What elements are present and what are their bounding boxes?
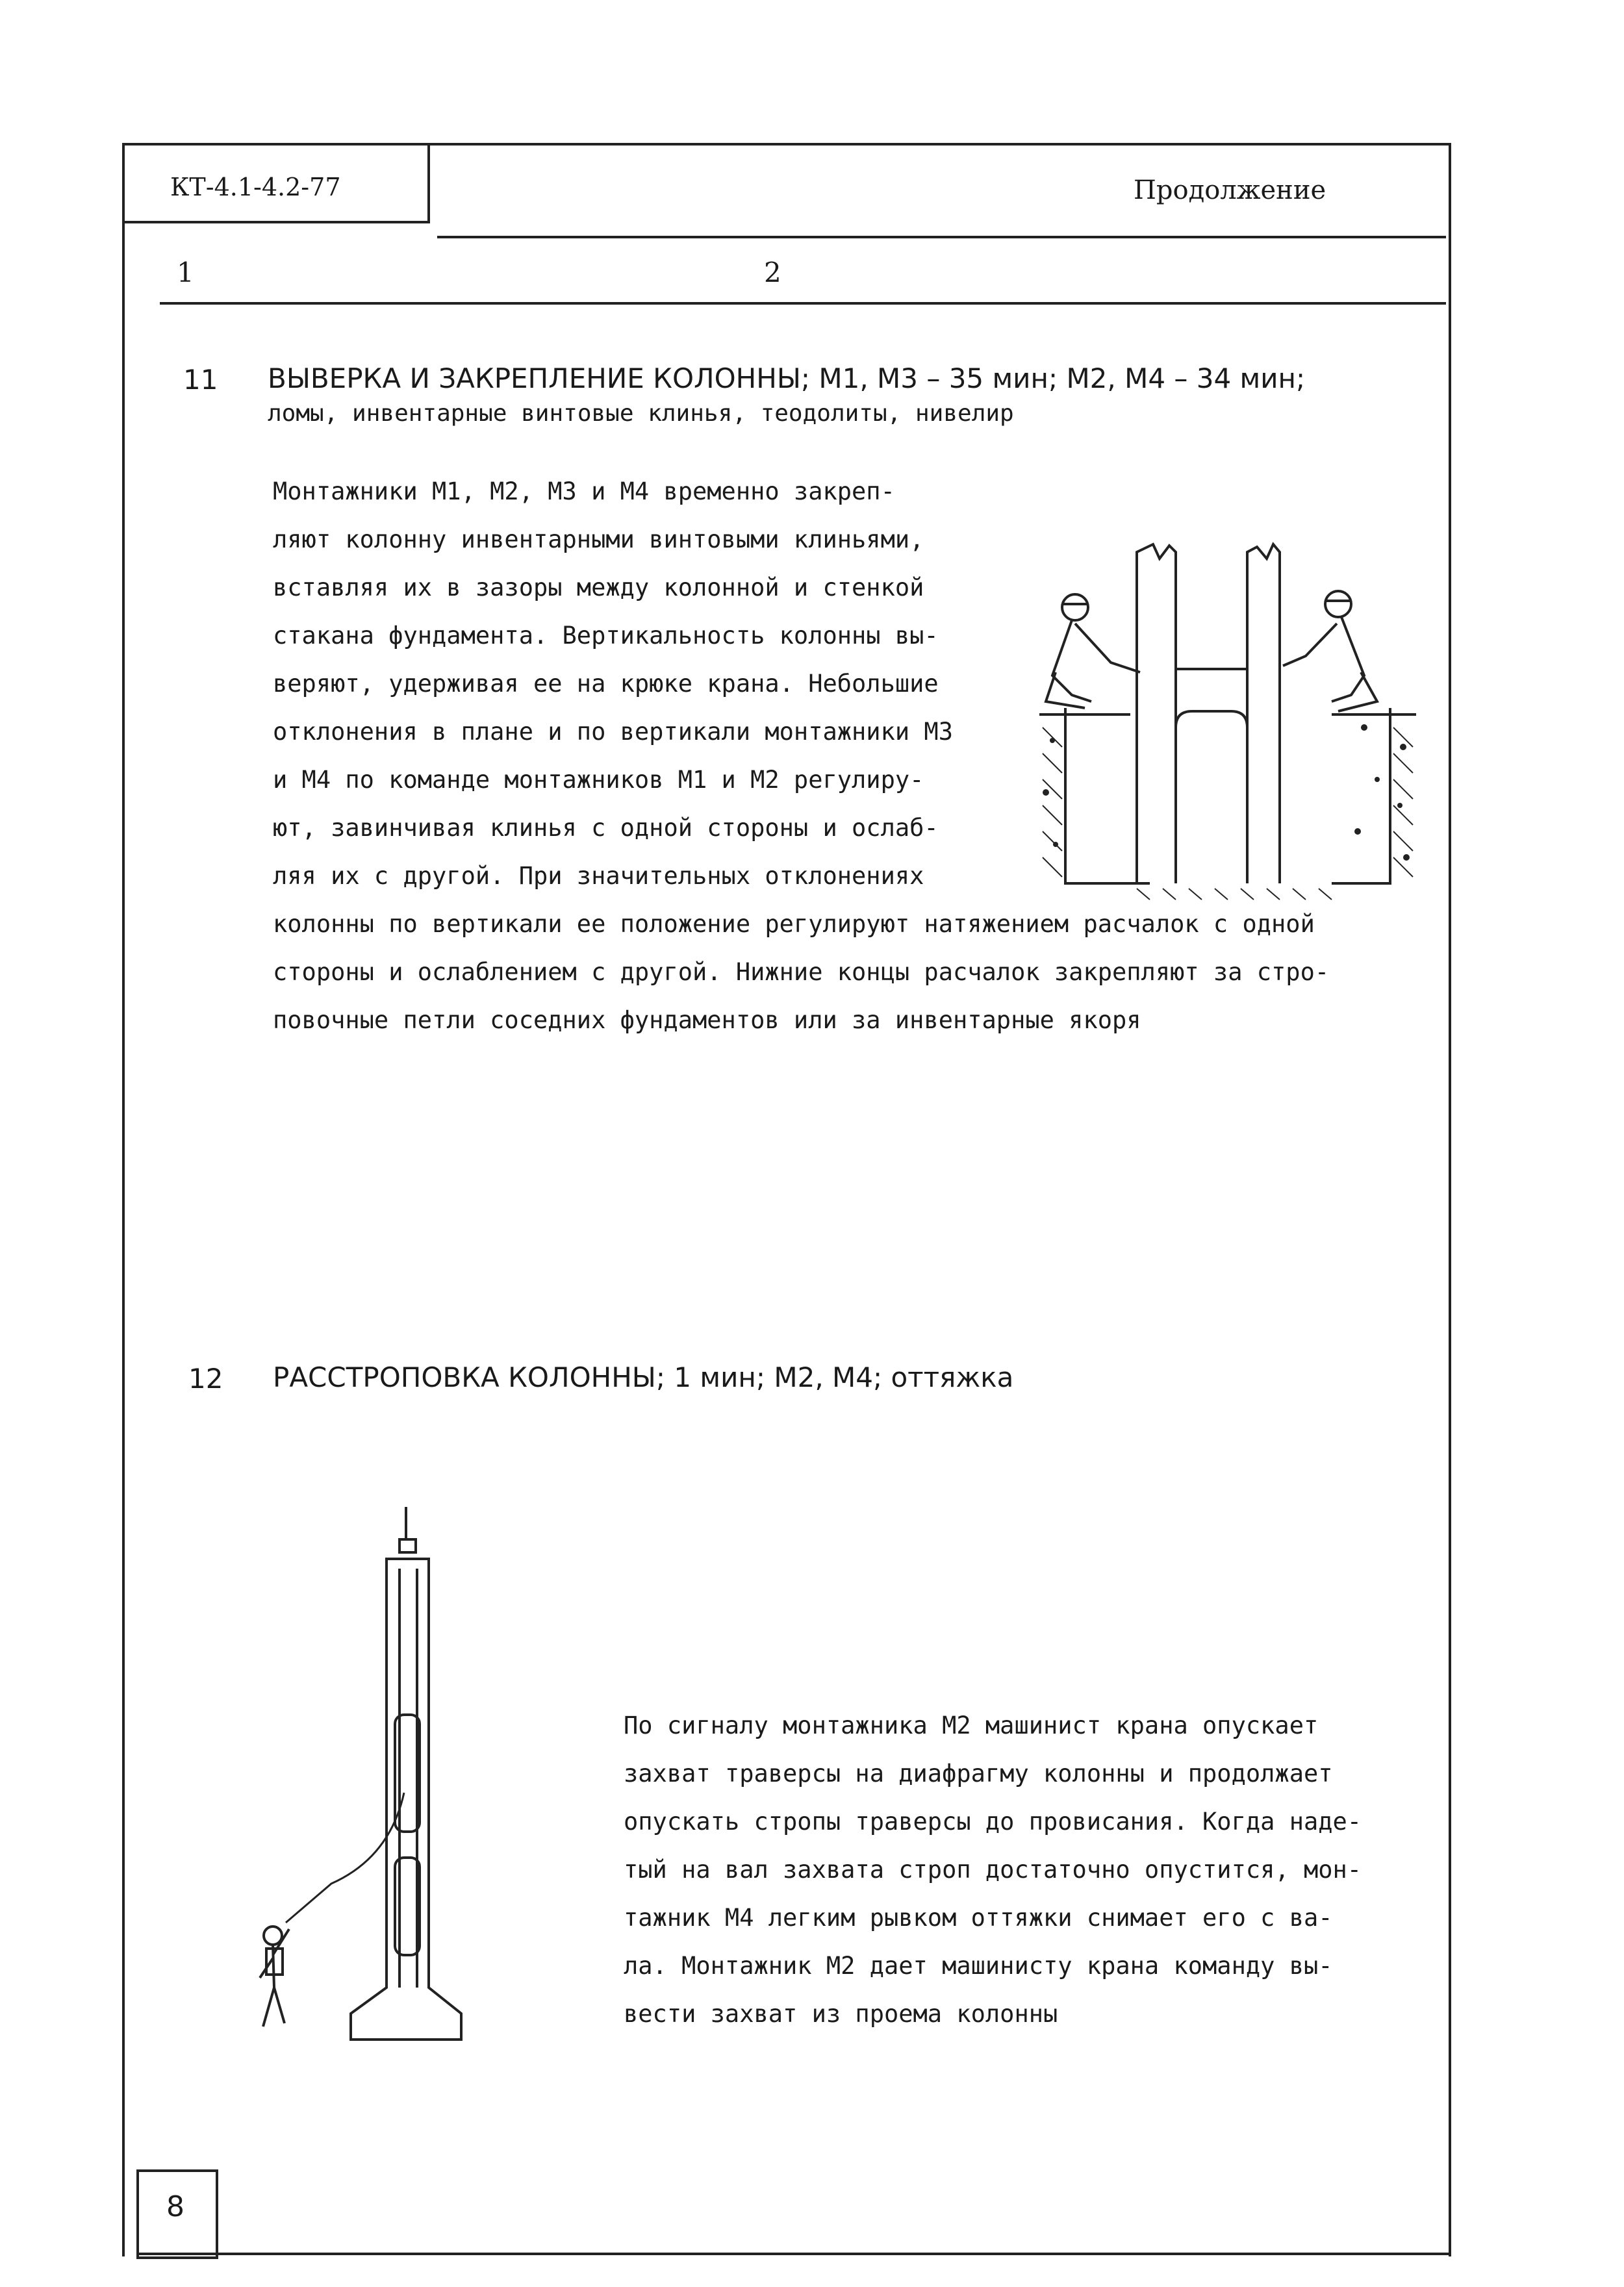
bottom-rule [136, 2253, 1449, 2255]
text-line: ла. Монтажник М2 дает машинисту крана команду вы- [624, 1952, 1333, 1980]
text-line: стакана фундамента. Вертикальность колонны вы- [273, 622, 939, 650]
section-12-number: 12 [188, 1363, 223, 1395]
section-11-number: 11 [183, 364, 218, 396]
text-line: повочные петли соседних фундаментов или за инвентарные якоря [273, 1006, 1141, 1034]
document-code: КТ-4.1-4.2-77 [170, 173, 341, 201]
text-line: ляя их с другой. При значительных отклонениях [273, 862, 924, 890]
section-12-title: РАССТРОПОВКА КОЛОННЫ; 1 мин; М2, М4; оттяжка [273, 1361, 1014, 1393]
header-rule [437, 236, 1446, 238]
text-line: тажник М4 легким рывком оттяжки снимает его с ва- [624, 1904, 1333, 1932]
continuation-label: Продолжение [1134, 175, 1326, 205]
text-line: вести захват из проема колонны [624, 2000, 1058, 2028]
text-line: опускать стропы траверсы до провисания. Когда наде- [624, 1808, 1362, 1836]
column-unslinging-illustration [247, 1494, 481, 2066]
section-11-title: ВЫВЕРКА И ЗАКРЕПЛЕНИЕ КОЛОННЫ; М1, М3 – 35 мин; М2, М4 – 34 мин; [268, 362, 1306, 394]
column-header-rule [160, 302, 1446, 305]
section-11-tools: ломы, инвентарные винтовые клинья, теодолиты, нивелир [268, 400, 1014, 427]
text-line: отклонения в плане и по вертикали монтажники М3 [273, 718, 953, 746]
text-line: захват траверсы на диафрагму колонны и продолжает [624, 1760, 1333, 1788]
text-line: колонны по вертикали ее положение регулируют натяжением расчалок с одной [273, 910, 1315, 938]
column-number-1: 1 [177, 257, 194, 288]
text-line: ют, завинчивая клинья с одной стороны и ослаб- [273, 814, 939, 842]
column-number-2: 2 [764, 257, 781, 288]
text-line: тый на вал захвата строп достаточно опустится, мон- [624, 1856, 1362, 1884]
text-line: ляют колонну инвентарными винтовыми клиньями, [273, 525, 924, 553]
text-line: По сигналу монтажника М2 машинист крана опускает [624, 1712, 1319, 1739]
page-number: 8 [166, 2190, 184, 2223]
text-line: Монтажники М1, М2, М3 и М4 временно закреп- [273, 477, 895, 505]
text-line: вставляя их в зазоры между колонной и стенкой [273, 574, 924, 601]
text-line: веряют, удерживая ее на крюке крана. Небольшие [273, 670, 939, 698]
text-line: и М4 по команде монтажников М1 и М2 регулиру- [273, 766, 924, 794]
column-alignment-illustration [1026, 533, 1429, 909]
text-line: стороны и ослаблением с другой. Нижние концы расчалок закрепляют за стро- [273, 958, 1330, 986]
section-12-text [624, 1702, 1362, 2038]
